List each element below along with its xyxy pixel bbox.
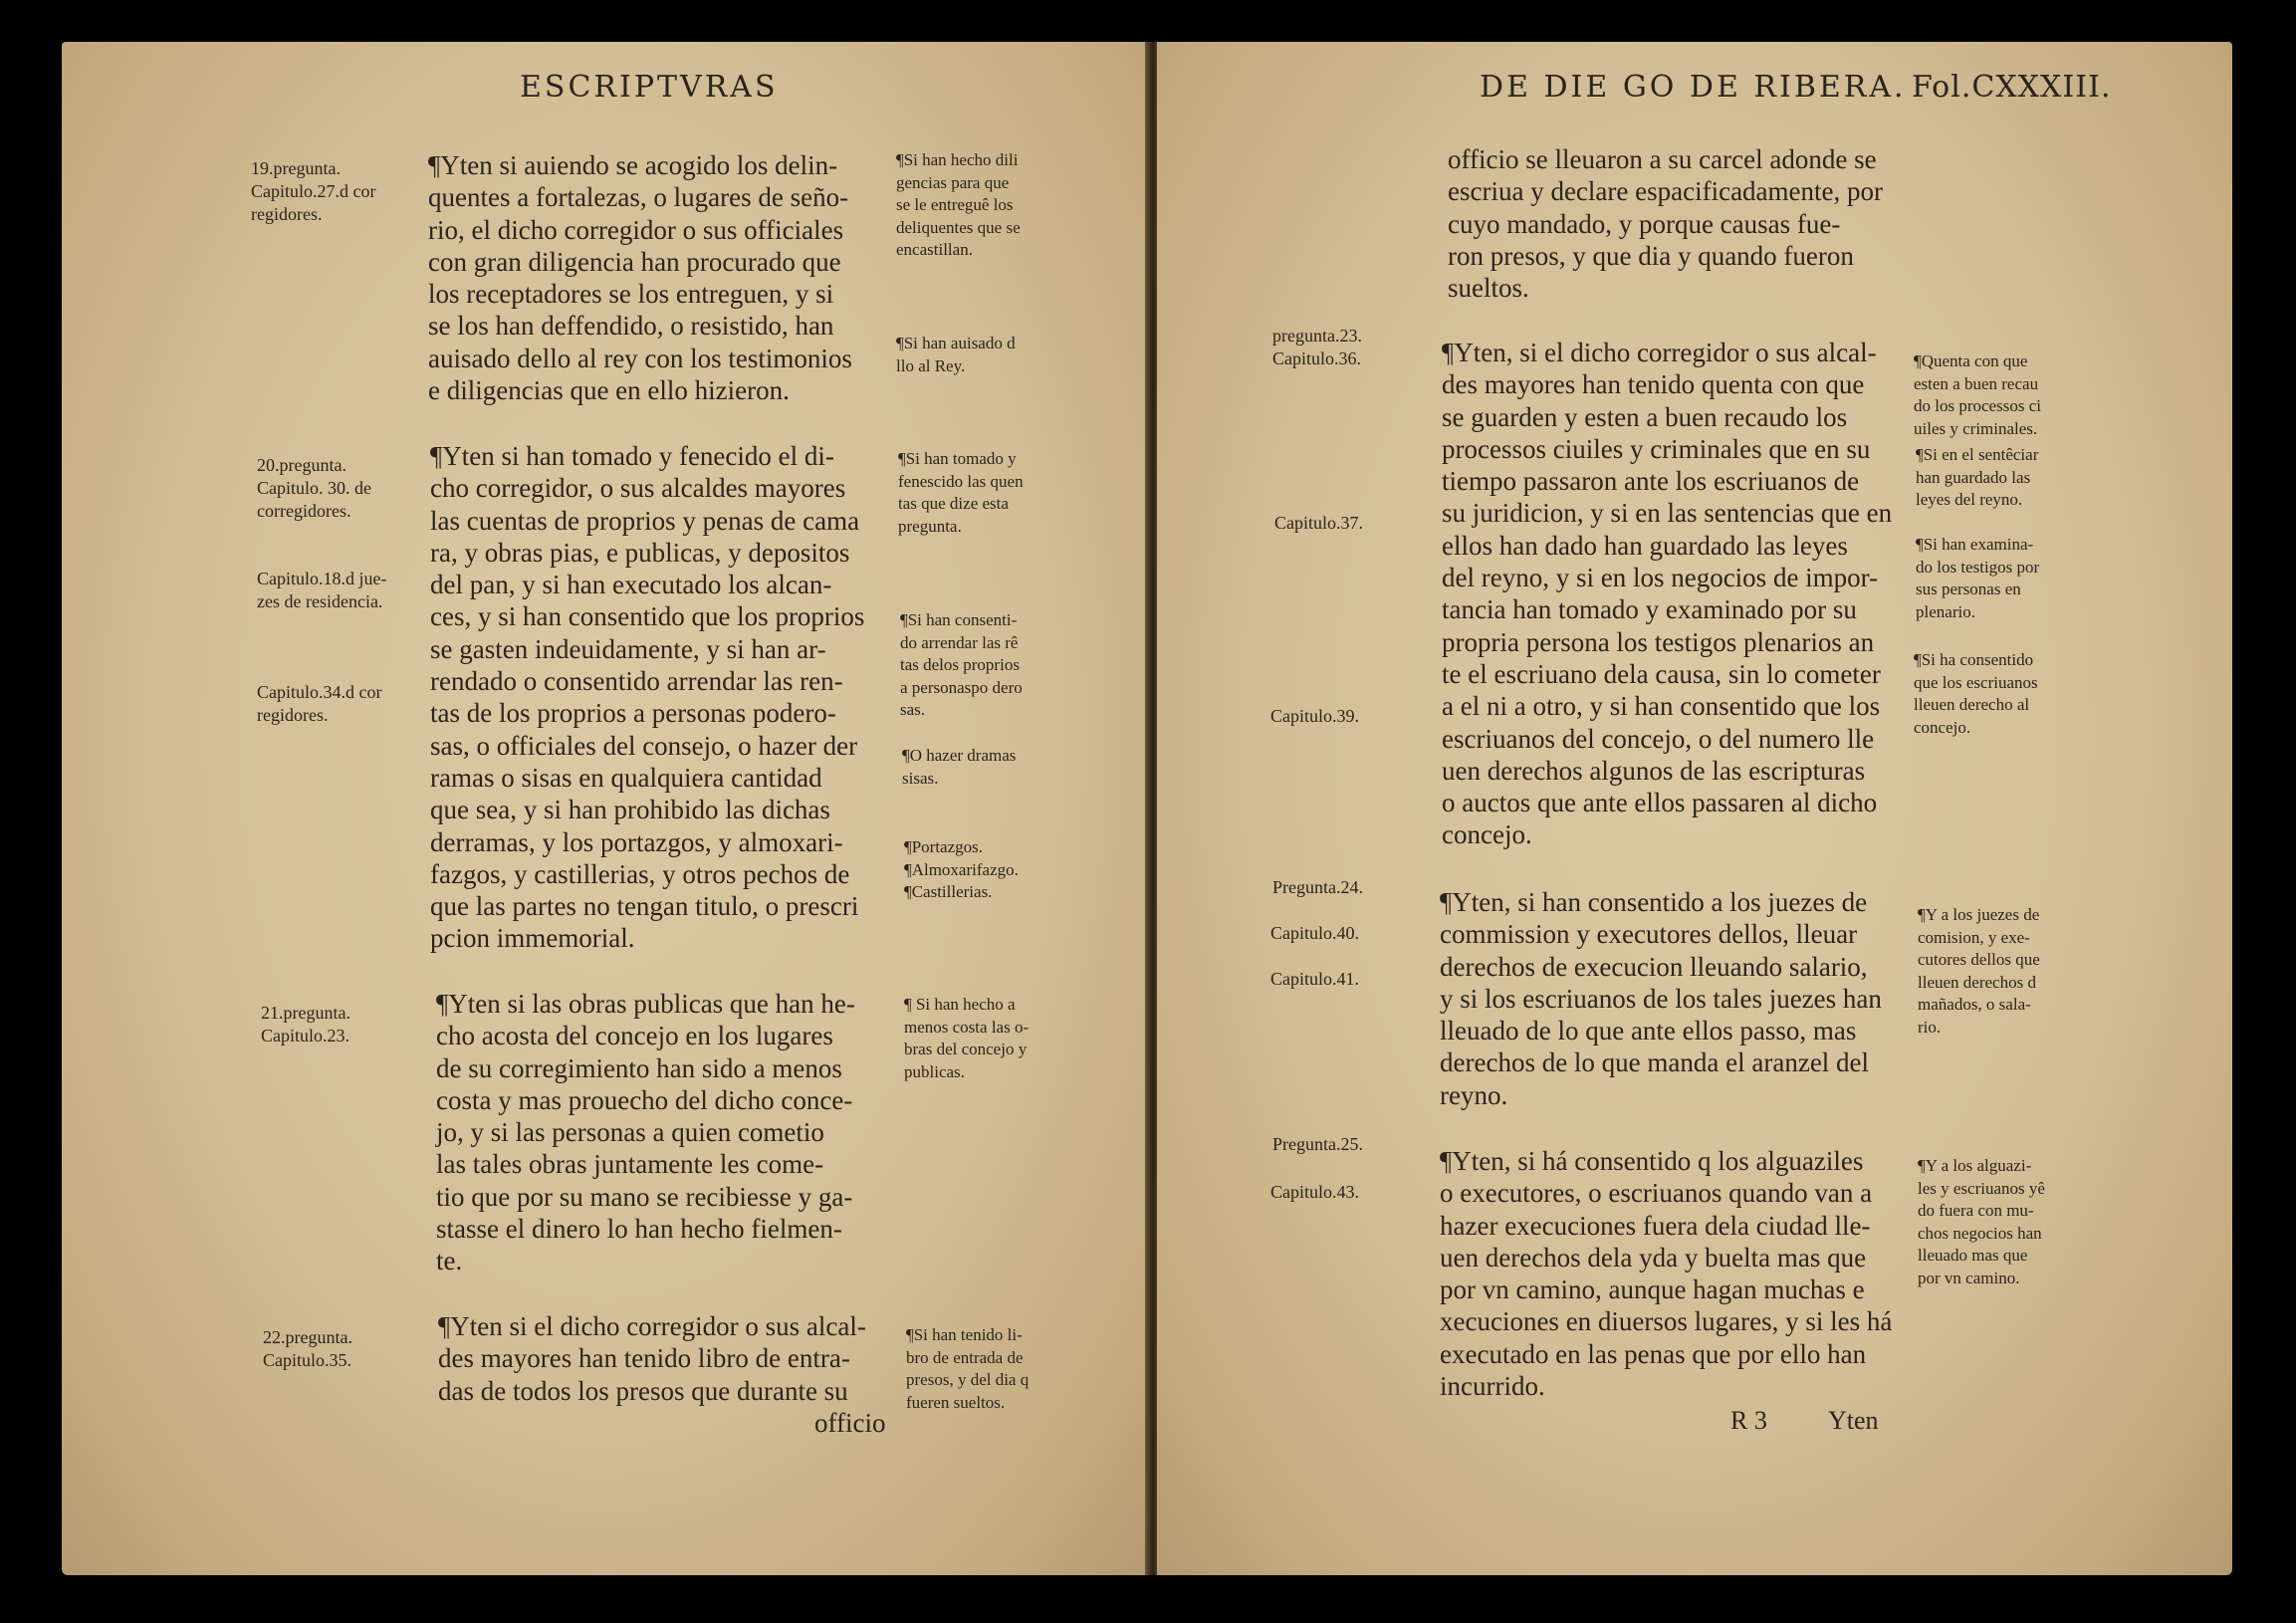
paragraph: officio se lleuaron a su carcel adonde se escriua y declare espacificadamente, por cuyo mandado, y porque causas fue- ron presos, y que dia y quando fueron sueltos. xyxy=(1448,144,1883,304)
margin-ref: Pregunta.24. xyxy=(1272,877,1363,897)
paragraph: ¶Yten si han tomado y fenecido el di- cho corregidor, o sus alcaldes mayores las cuentas de proprios y penas de cama ra, y obras pias, e publicas, y depositos del pan, y si han executado los alcan- ces, y si han consentido que los proprios se gasten indeuidamente, y si han ar- rendado o consentido arrendar las ren- tas de los proprios a personas podero- sas, o officiales del consejo, o hazer der ramas o sisas en qualquiera cantidad que sea, y si han prohibido las dichas derramas, y los portazgos, y almoxari- fazgos, y castillerias, y otros pechos de que las partes no tengan titulo, o prescri pcion immemorial. xyxy=(430,441,865,954)
margin-ref: Capitulo.37. xyxy=(1274,513,1363,533)
margin-ref: 21.pregunta. Capitulo.23. xyxy=(261,1003,350,1045)
margin-note: ¶Si han examina- do los testigos por sus personas en plenario. xyxy=(1916,535,2040,621)
running-header-right: DE DIE GO DE RIBERA. xyxy=(1480,70,1907,105)
margin-note: ¶Portazgos. ¶Almoxarifazgo. ¶Castillerias. xyxy=(904,837,1019,901)
paragraph: ¶Yten, si há consentido q los alguaziles o executores, o escriuanos quando van a hazer execuciones fuera dela ciudad lle- uen derechos dela yda y buelta mas que por vn camino, aunque hagan muchas e xecuciones en diuersos lugares, y si les há executado en las penas que por ello han incurrido. xyxy=(1440,1146,1893,1402)
margin-note: ¶Si han hecho dili gencias para que se le entreguê los deliquentes que se encastillan. xyxy=(896,150,1021,259)
paragraph: ¶Yten si el dicho corregidor o sus alcal- des mayores han tenido libro de entra- das de todos los presos que durante su officio xyxy=(438,1311,886,1438)
margin-ref: pregunta.23. Capitulo.36. xyxy=(1272,326,1362,368)
paragraph: ¶Yten, si han consentido a los juezes de commission y executores dellos, lleuar derechos de execucion lleuando salario, y si los escriuanos de los tales juezes han lleuado de lo que ante ellos passo, mas derechos de lo que manda el aranzel del reyno. xyxy=(1440,887,1882,1110)
margin-note: ¶ Si han hecho a menos costa las o- bras del concejo y publicas. xyxy=(904,995,1030,1081)
running-header-left: ESCRIPTVRAS xyxy=(520,70,779,105)
margin-ref: 22.pregunta. Capitulo.35. xyxy=(263,1327,352,1370)
margin-ref: Capitulo.39. xyxy=(1270,706,1359,726)
margin-ref: Pregunta.25. xyxy=(1272,1134,1363,1154)
folio-number: Fol.CXXXIII. xyxy=(1912,70,2112,105)
margin-note: ¶Si han auisado d llo al Rey. xyxy=(896,334,1016,375)
margin-note: ¶Si han tomado y fenescido las quen tas que dize esta pregunta. xyxy=(898,449,1024,536)
margin-note: ¶Si ha consentido que los escriuanos lleuen derecho al concejo. xyxy=(1914,650,2038,737)
margin-note: ¶Si han tenido li- bro de entrada de presos, y del dia q fueren sueltos. xyxy=(906,1325,1030,1412)
margin-ref: 19.pregunta. Capitulo.27.d cor regidores. xyxy=(251,158,376,224)
margin-note: ¶Si han consenti- do arrendar las rê tas delos proprios a personaspo dero sas. xyxy=(900,610,1023,719)
paragraph: ¶Yten si las obras publicas que han he- cho acosta del concejo en los lugares de su corregimiento han sido a menos costa y mas prouecho del dicho conce- jo, y si las personas a quien cometio las tales obras juntamente les come- tio que por su mano se recibiesse y ga- stasse el dinero lo han hecho fielmen- te. xyxy=(436,989,855,1276)
margin-note: ¶Y a los alguazi- les y escriuanos yê do fuera con mu- chos negocios han lleuado mas que por vn camino. xyxy=(1918,1156,2045,1287)
margin-ref: Capitulo.18.d jue- zes de residencia. xyxy=(257,569,387,611)
margin-ref: 20.pregunta. Capitulo. 30. de corregidores. xyxy=(257,455,371,521)
margin-note: ¶Quenta con que esten a buen recau do los processos ci uiles y criminales. xyxy=(1914,351,2041,438)
margin-ref: Capitulo.40. xyxy=(1270,923,1359,943)
paragraph: ¶Yten, si el dicho corregidor o sus alcal- des mayores han tenido quenta con que se guarden y esten a buen recaudo los processos ciuiles y criminales que en su tiempo passaron ante los escriuanos de su juridicion, y si en las sentencias que en ellos han dado han guardado las leyes del reyno, y si en los negocios de impor- tancia han tomado y examinado por su propria persona los testigos plenarios an te el escriuano dela causa, sin lo cometer a el ni a otro, y si han consentido que los escriuanos del concejo, o del numero lle uen derechos algunos de las escripturas o auctos que ante ellos passaren al dicho concejo. xyxy=(1442,338,1893,850)
catchword: Yten xyxy=(1828,1406,1879,1435)
margin-ref: Capitulo.34.d cor regidores. xyxy=(257,682,382,725)
paragraph: ¶Yten si auiendo se acogido los delin- quentes a fortalezas, o lugares de seño- rio, el dicho corregidor o sus officiales con gran diligencia han procurado que los receptadores se los entreguen, y si se los han deffendido, o resistido, han auisado dello al rey con los testimonios e diligencias que en ello hizieron. xyxy=(428,150,852,406)
signature-mark: R 3 xyxy=(1730,1406,1767,1435)
margin-note: ¶O hazer dramas sisas. xyxy=(902,746,1017,788)
margin-note: ¶Y a los juezes de comision, y exe- cutores dellos que lleuen derechos d mañados, o sala- rio. xyxy=(1918,905,2040,1037)
margin-ref: Capitulo.41. xyxy=(1270,969,1359,989)
margin-note: ¶Si en el sentêciar han guardado las leyes del reyno. xyxy=(1916,445,2039,509)
margin-ref: Capitulo.43. xyxy=(1270,1182,1359,1202)
